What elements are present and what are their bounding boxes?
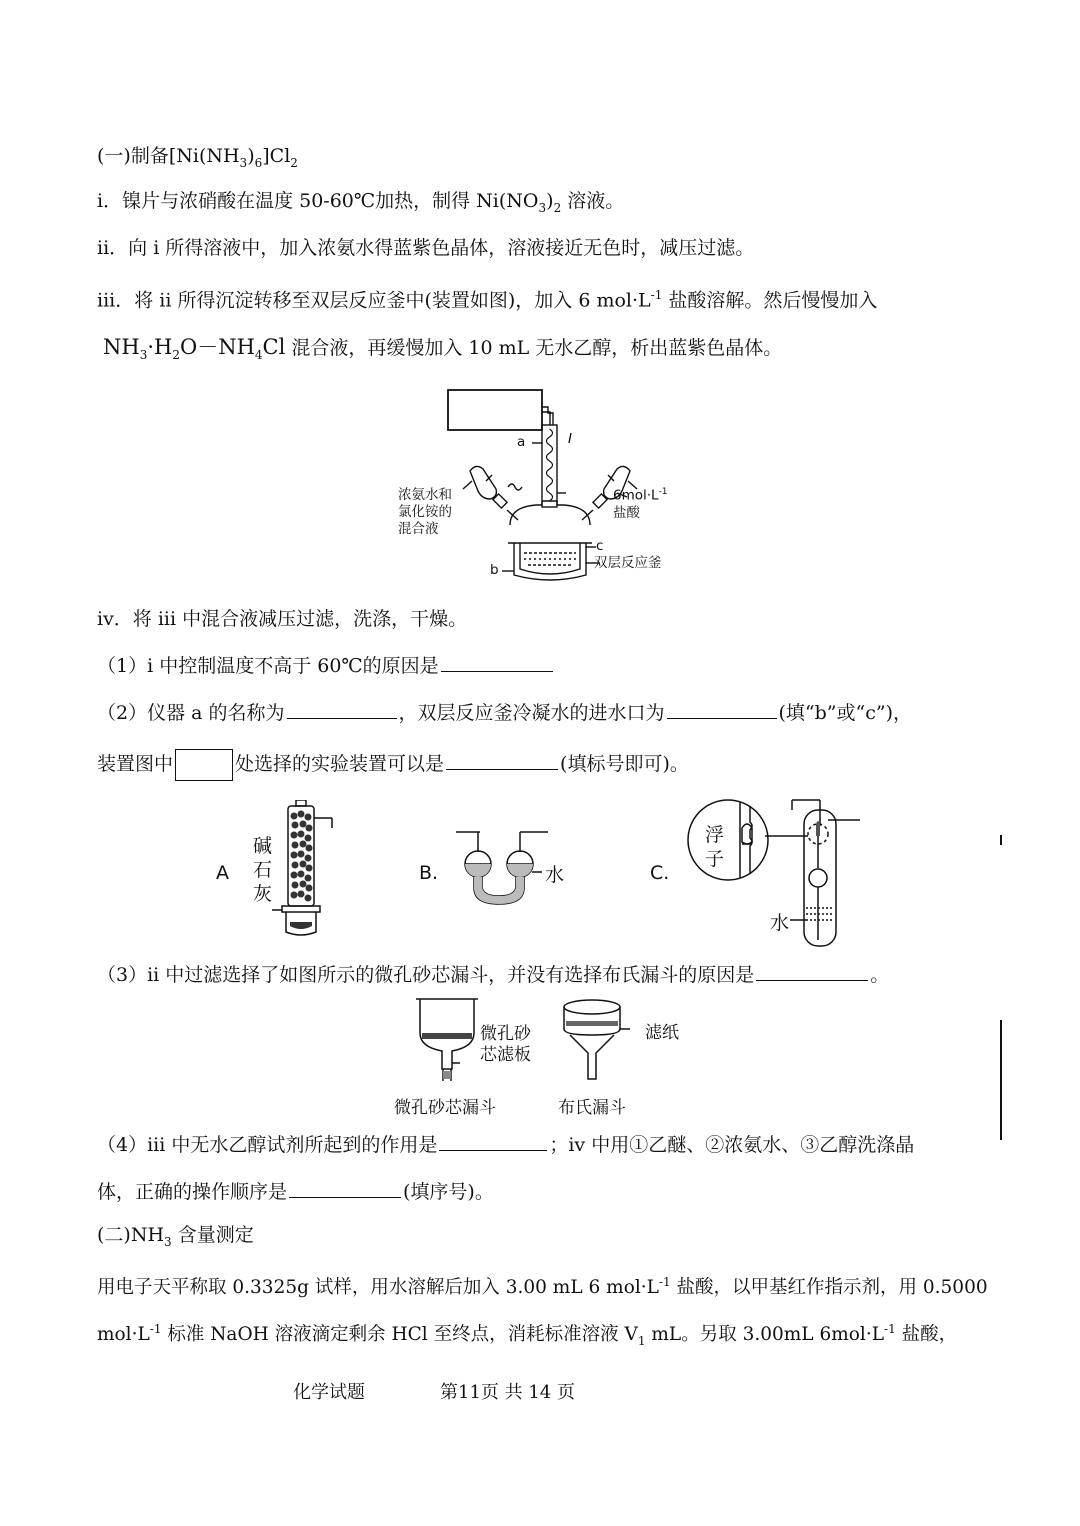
step-iv: iv．将 iii 中混合液减压过滤，洗涤，干燥。: [97, 608, 468, 630]
measurement-para-2: $mol\cdot L^{-1}$ 标准 NaOH 溶液滴定剩余 HCl 至终点，消耗标准溶液 $V_1$ mL。另取 3.00mL $6mol\cdot L^{-1}$ 盐酸，: [97, 1322, 958, 1348]
option-c-water-label: 水: [770, 912, 790, 934]
sintered-funnel-caption: 微孔砂芯漏斗: [394, 1098, 496, 1118]
answer-blank-q2-inlet[interactable]: [667, 698, 777, 719]
sintered-plate-label: 微孔砂 芯滤板: [480, 1024, 531, 1065]
buchner-funnel-caption: 布氏漏斗: [558, 1098, 626, 1118]
step-iii-line2: $NH_3\cdot H_2O-NH_4Cl$ 混合液，再缓慢加入 10 mL 无水乙醇，析出蓝紫色晶体。: [103, 335, 783, 363]
answer-blank-q2-name[interactable]: [287, 698, 397, 719]
three-neck-flask: [510, 501, 590, 525]
label-hcl-6mol: $6mol\cdot L^{-1}$ 盐酸: [613, 487, 668, 521]
buchner-funnel: [560, 995, 630, 1085]
part1-title: (一)制备$[Ni(NH_3)_6]Cl_2$: [97, 145, 298, 170]
label-a: a: [517, 434, 526, 450]
question-4-line2: 体，正确的操作顺序是 (填序号)。: [97, 1177, 494, 1205]
measurement-para-1: 用电子天平称取 0.3325g 试样，用水溶解后加入 3.00 mL 6 $mol\cdot L^{-1}$ 盐酸，以甲基红作指示剂，用 0.5000: [97, 1275, 988, 1299]
step-iii-line1: iii．将 ii 所得沉淀转移至双层反应釜中(装置如图)，加入 6 $mol\cdot L^{-1}$ 盐酸溶解。然后慢慢加入: [97, 288, 878, 312]
part2-title: (二)$NH_3$ 含量测定: [97, 1224, 254, 1249]
left-dropping-funnel: [470, 466, 496, 499]
answer-blank-q3[interactable]: [756, 960, 868, 981]
question-2-line2: 装置图中 处选择的实验装置可以是 (填标号即可)。: [97, 749, 689, 781]
footer-subject: 化学试题: [293, 1382, 365, 1403]
empty-box-symbol: [175, 749, 233, 781]
option-c-tag: C.: [650, 862, 670, 884]
option-a-drying-tube: [270, 800, 340, 940]
answer-blank-q4-order[interactable]: [289, 1177, 401, 1198]
label-c: c: [596, 538, 604, 554]
label-ammonia-mixture: 浓氨水和 氯化铵的 混合液: [398, 487, 452, 537]
question-3: （3）ii 中过滤选择了如图所示的微孔砂芯漏斗，并没有选择布氏漏斗的原因是 。: [97, 960, 889, 988]
question-1: （1）i 中控制温度不高于 60℃的原因是: [97, 651, 555, 679]
blank-apparatus-box: [448, 390, 542, 430]
float-label: 浮 子: [705, 824, 725, 870]
scan-edge-line: [1000, 1020, 1002, 1140]
question-4-line1: （4）iii 中无水乙醇试剂所起到的作用是 ；iv 中用①乙醚、②浓氨水、③乙醇洗涤晶: [97, 1130, 914, 1158]
footer-page-number: 第11页 共 14 页: [440, 1382, 575, 1403]
filter-paper-label: 滤纸: [645, 1023, 679, 1043]
answer-blank-q2-option[interactable]: [446, 749, 558, 770]
formula: $NH_3\cdot H_2O-NH_4Cl$: [103, 335, 286, 363]
answer-blank-q1[interactable]: [441, 651, 553, 672]
scan-edge-mark: [1000, 835, 1002, 845]
soda-lime-label: 碱 石 灰: [253, 835, 273, 905]
option-b-water-label: 水: [545, 864, 565, 886]
option-a-tag: A: [216, 862, 229, 884]
step-i: i．镍片与浓硝酸在温度 50-60℃加热，制得 $Ni(NO_3)_2$ 溶液。: [97, 190, 625, 215]
step-ii: ii．向 i 所得溶液中，加入浓氨水得蓝紫色晶体，溶液接近无色时，减压过滤。: [97, 237, 755, 259]
answer-blank-q4-role[interactable]: [439, 1130, 547, 1151]
question-2-line1: （2）仪器 a 的名称为 ，双层反应釜冷凝水的进水口为 (填“b”或“c”)，: [97, 698, 912, 726]
label-double-layer-vessel: 双层反应釜: [594, 555, 662, 571]
label-b: b: [490, 562, 499, 578]
option-b-tag: B.: [419, 862, 439, 884]
sintered-glass-funnel: [412, 995, 482, 1095]
